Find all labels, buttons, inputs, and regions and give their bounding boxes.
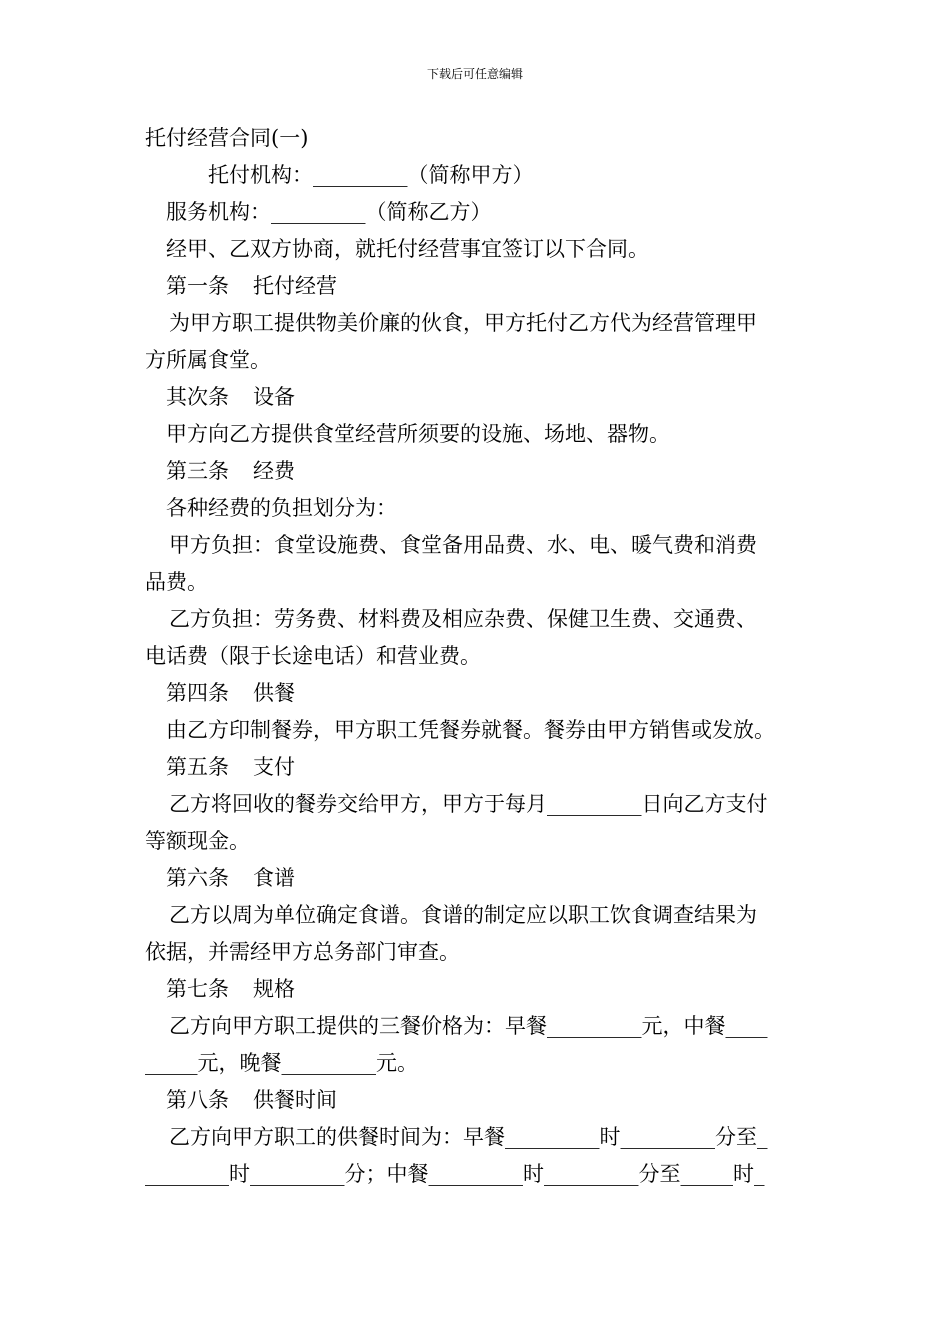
article-heading-2	[145, 379, 810, 416]
paragraph-line: 等额现金。	[145, 829, 250, 853]
article-title: 托付经营	[253, 274, 337, 298]
paragraph-line: 乙方向甲方职工提供的三餐价格为：早餐_________元，中餐____	[169, 1014, 768, 1038]
article-number: 第八条	[166, 1088, 229, 1112]
article-title: 经费	[253, 459, 295, 483]
article-title: 食谱	[253, 866, 295, 890]
article-heading-6	[145, 860, 810, 897]
paragraph-line: 依据，并需经甲方总务部门审查。	[145, 940, 460, 964]
article-title: 供餐时间	[253, 1088, 337, 1112]
paragraph-line: 电话费（限于长途电话）和营业费。	[145, 644, 481, 668]
article-number: 第三条	[166, 459, 229, 483]
paragraph-line: _____元，晚餐_________元。	[145, 1051, 418, 1075]
article-heading-5	[145, 749, 810, 786]
paragraph-line: 甲方负担：食堂设施费、食堂备用品费、水、电、暖气费和消费	[169, 533, 757, 557]
article-number: 其次条	[166, 385, 229, 409]
paragraph-line: 乙方向甲方职工的供餐时间为：早餐_________时_________分至_	[169, 1125, 768, 1149]
contract-body	[145, 120, 810, 1193]
paragraph-line: 方所属食堂。	[145, 348, 271, 372]
article-title: 设备	[253, 385, 295, 409]
paragraph-line: 甲方向乙方提供食堂经营所须要的设施、场地、器物。	[166, 422, 670, 446]
article-number: 第六条	[166, 866, 229, 890]
article-heading-3	[145, 453, 810, 490]
preamble: 经甲、乙双方协商，就托付经营事宜签订以下合同。	[166, 237, 649, 261]
document-title: 托付经营合同(一)	[145, 126, 309, 150]
paragraph-line: 乙方以周为单位确定食谱。食谱的制定应以职工饮食调查结果为	[169, 903, 757, 927]
paragraph-line: 乙方负担：劳务费、材料费及相应杂费、保健卫生费、交通费、	[169, 607, 757, 631]
article-heading-8	[145, 1082, 810, 1119]
article-title: 供餐	[253, 681, 295, 705]
article-title: 规格	[253, 977, 295, 1001]
article-heading-4	[145, 675, 810, 712]
paragraph-line: ________时_________分；中餐_________时_________分至_____时_	[145, 1162, 765, 1186]
paragraph-line: 品费。	[145, 570, 208, 594]
paragraph-line: 由乙方印制餐券，甲方职工凭餐券就餐。餐券由甲方销售或发放。	[166, 718, 775, 742]
article-number: 第五条	[166, 755, 229, 779]
page-header-note: 下载后可任意编辑	[426, 67, 523, 81]
article-heading-7	[145, 971, 810, 1008]
paragraph-line: 各种经费的负担划分为：	[166, 496, 397, 520]
article-number: 第七条	[166, 977, 229, 1001]
party-a-line: 托付机构：_________（简称甲方）	[208, 163, 534, 187]
paragraph-line: 乙方将回收的餐券交给甲方，甲方于每月_________日向乙方支付	[169, 792, 768, 816]
paragraph-line: 为甲方职工提供物美价廉的伙食，甲方托付乙方代为经营管理甲	[169, 311, 757, 335]
party-b-line: 服务机构：_________（简称乙方）	[166, 200, 492, 224]
article-title: 支付	[253, 755, 295, 779]
article-heading-1	[145, 268, 810, 305]
article-number: 第四条	[166, 681, 229, 705]
article-number: 第一条	[166, 274, 229, 298]
